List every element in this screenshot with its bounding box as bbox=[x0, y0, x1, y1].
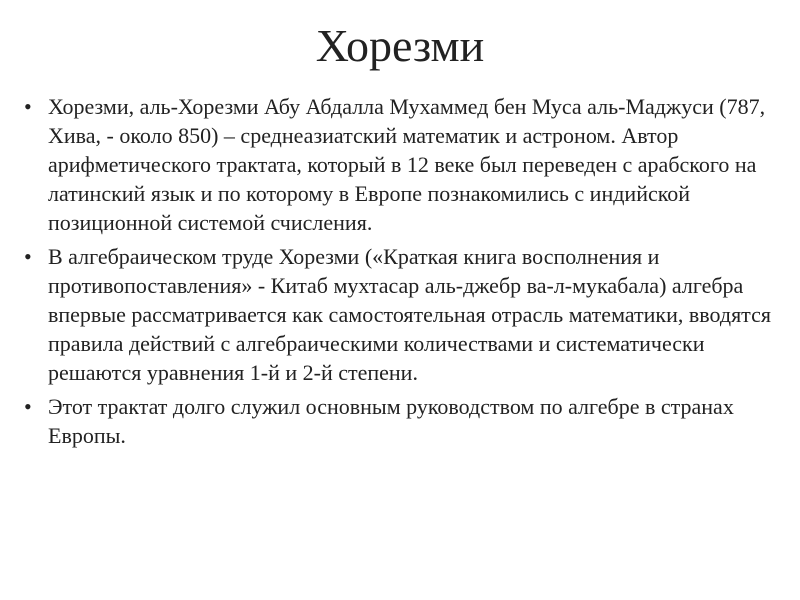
bullet-text: Этот трактат долго служил основным руководством по алгебре в странах Европы. bbox=[48, 394, 734, 448]
bullet-dot-icon: • bbox=[24, 394, 32, 419]
bullet-item bbox=[22, 92, 782, 237]
bullet-item bbox=[22, 392, 782, 450]
slide-title: Хорезми bbox=[315, 20, 485, 71]
bullet-item bbox=[22, 242, 782, 387]
bullet-list bbox=[22, 92, 782, 455]
bullet-dot-icon: • bbox=[24, 94, 32, 119]
bullet-text: Хорезми, аль-Хорезми Абу Абдалла Мухаммед бен Муса аль-Маджуси (787, Хива, - около 850) – среднеазиатский математик и астроном. Автор арифметического трактата, который в 12 веке был переведен с арабского на латинский язык и по которому в Европе познакомились с индийской позиционной системой счисления. bbox=[48, 94, 766, 235]
bullet-dot-icon: • bbox=[24, 244, 32, 269]
bullet-text: В алгебраическом труде Хорезми («Краткая книга восполнения и противопоставления» - Китаб мухтасар аль-джебр ва-л-мукабала) алгебра впервые рассматривается как самостоятельная отрасль математики, вводятся правила действий с алгебраическими количествами и систематически решаются уравнения 1-й и 2-й степени. bbox=[48, 244, 771, 385]
